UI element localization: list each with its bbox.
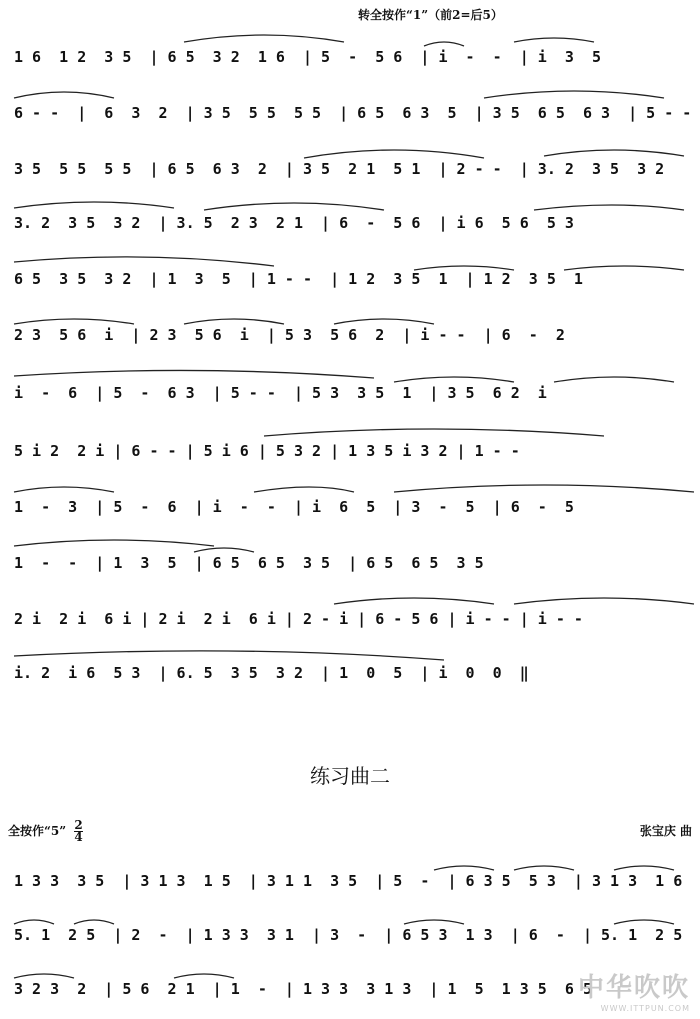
notation-line: 5. 1 2 5 | 2 - | 1 3 3 3 1 | 3 - | 6 5 3 1 3 | 6 - | 5. 1 2 5 xyxy=(14,926,683,944)
time-signature xyxy=(74,820,82,843)
notation-line: i - 6 | 5 - 6 3 | 5 - - | 5 3 3 5 1 | 3 5 6 2 i xyxy=(14,384,547,402)
notation-line: 6 5 3 5 3 2 | 1 3 5 | 1 - - | 1 2 3 5 1 | 1 2 3 5 1 xyxy=(14,270,583,288)
notation-line: 5 i 2 2 i | 6 - - | 5 i 6 | 5 3 2 | 1 3 5 i 3 2 | 1 - - xyxy=(14,442,520,460)
score-row xyxy=(14,428,694,468)
notation-line: 2 i 2 i 6 i | 2 i 2 i 6 i | 2 - i | 6 - 5 6 | i - - | i - - xyxy=(14,610,583,628)
key-instruction xyxy=(8,820,83,843)
key-change-note: 转全按作“1”（前2=后5） xyxy=(358,8,503,22)
score-row xyxy=(14,90,694,130)
score-row xyxy=(14,370,694,410)
notation-line: 1 - - | 1 3 5 | 6 5 6 5 3 5 | 6 5 6 5 3 5 xyxy=(14,554,484,572)
score-row xyxy=(14,540,694,580)
notation-line: 2 3 5 6 i | 2 3 5 6 i | 5 3 5 6 2 | i - - | 6 - 2 xyxy=(14,326,565,344)
notation-line: 3 2 3 2 | 5 6 2 1 | 1 - | 1 3 3 3 1 3 | 1 5 1 3 5 6 5 xyxy=(14,980,592,998)
score-row xyxy=(14,34,694,74)
time-signature-top: 2 xyxy=(74,818,83,832)
score-row xyxy=(14,858,694,898)
score-row xyxy=(14,146,694,186)
composer-credit: 张宝庆 曲 xyxy=(639,824,692,838)
score-row xyxy=(14,596,694,636)
watermark-text: 中华吹吹 xyxy=(577,973,690,1003)
watermark-url: WWW.ITTPUN.COM xyxy=(600,1004,690,1013)
notation-line: 3 5 5 5 5 5 | 6 5 6 3 2 | 3 5 2 1 5 1 | 2 - - | 3. 2 3 5 3 2 xyxy=(14,160,665,178)
score-row xyxy=(14,912,694,952)
notation-line: 1 3 3 3 5 | 3 1 3 1 5 | 3 1 1 3 5 | 5 - | 6 3 5 5 3 | 3 1 3 1 6 xyxy=(14,872,683,890)
score-row xyxy=(14,200,694,240)
notation-line: 1 - 3 | 5 - 6 | i - - | i 6 5 | 3 - 5 | 6 - 5 xyxy=(14,498,574,516)
piece-title: 练习曲二 xyxy=(310,764,390,788)
score-row xyxy=(14,484,694,524)
notation-line: i. 2 i 6 5 3 | 6. 5 3 5 3 2 | 1 0 5 | i 0 0 ‖ xyxy=(14,664,529,682)
score-row xyxy=(14,312,694,352)
time-signature-bottom: 4 xyxy=(74,830,83,844)
notation-line: 1 6 1 2 3 5 | 6 5 3 2 1 6 | 5 - 5 6 | i - - | i 3 5 xyxy=(14,48,601,66)
key-instruction-text: 全按作“5” xyxy=(8,824,67,838)
notation-line: 6 - - | 6 3 2 | 3 5 5 5 5 5 | 6 5 6 3 5 | 3 5 6 5 6 3 | 5 - - xyxy=(14,104,692,122)
notation-line: 3. 2 3 5 3 2 | 3. 5 2 3 2 1 | 6 - 5 6 | i 6 5 6 5 3 xyxy=(14,214,574,232)
score-row xyxy=(14,650,694,690)
site-watermark xyxy=(578,967,690,1013)
score-row xyxy=(14,256,694,296)
